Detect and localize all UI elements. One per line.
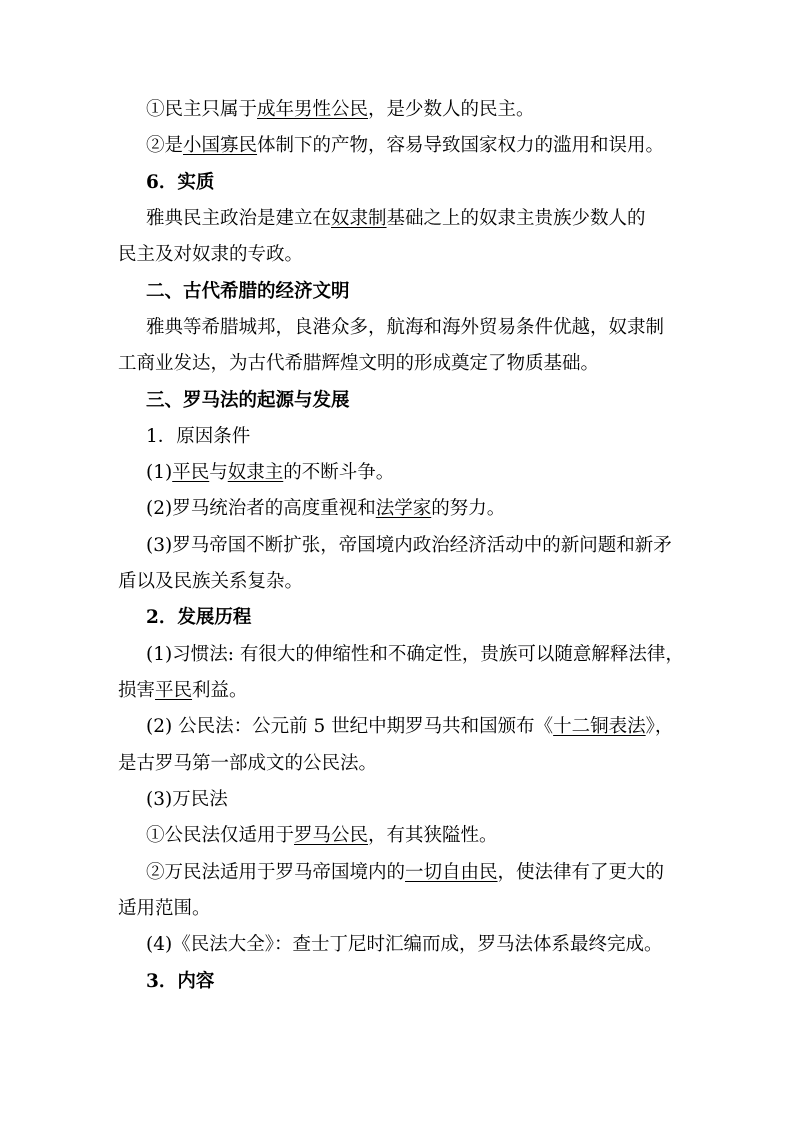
text-line: (3)万民法 [146, 789, 228, 810]
text-line: (1)平民与奴隶主的不断斗争。 [146, 462, 395, 483]
text-line: 工商业发达，为古代希腊辉煌文明的形成奠定了物质基础。 [118, 353, 600, 374]
section-heading: 二、古代希腊的经济文明 [146, 281, 350, 302]
section-heading: 6．实质 [146, 172, 215, 193]
section-heading: 2．发展历程 [146, 607, 252, 628]
text-line: 雅典民主政治是建立在奴隶制基础之上的奴隶主贵族少数人的 [146, 208, 646, 229]
section-heading: 3．内容 [146, 971, 215, 992]
section-heading: 三、罗马法的起源与发展 [146, 390, 350, 411]
text-line: 损害平民利益。 [118, 680, 248, 701]
text-line: 民主及对奴隶的专政。 [118, 244, 304, 265]
text-line: 盾以及民族关系复杂。 [118, 571, 304, 592]
text-line: ①民主只属于成年男性公民，是少数人的民主。 [146, 99, 535, 120]
text-line: ②万民法适用于罗马帝国境内的一切自由民，使法律有了更大的 [146, 862, 665, 883]
text-line: 是古罗马第一部成文的公民法。 [118, 753, 378, 774]
text-line: ①公民法仅适用于罗马公民，有其狭隘性。 [146, 825, 498, 846]
text-line: ②是小国寡民体制下的产物，容易导致国家权力的滥用和误用。 [146, 135, 665, 156]
text-line: (4)《民法大全》：查士丁尼时汇编而成，罗马法体系最终完成。 [146, 934, 663, 955]
text-line: 1．原因条件 [146, 426, 251, 447]
text-line: (2) 公民法：公元前 5 世纪中期罗马共和国颁布《十二铜表法》， [146, 716, 674, 737]
text-line: (3)罗马帝国不断扩张，帝国境内政治经济活动中的新问题和新矛 [146, 535, 672, 556]
text-line: (1)习惯法: 有很大的伸缩性和不确定性，贵族可以随意解释法律， [146, 644, 684, 665]
text-line: (2)罗马统治者的高度重视和法学家的努力。 [146, 498, 506, 519]
text-line: 雅典等希腊城邦，良港众多，航海和海外贸易条件优越，奴隶制 [146, 317, 665, 338]
text-line: 适用范围。 [118, 898, 211, 919]
